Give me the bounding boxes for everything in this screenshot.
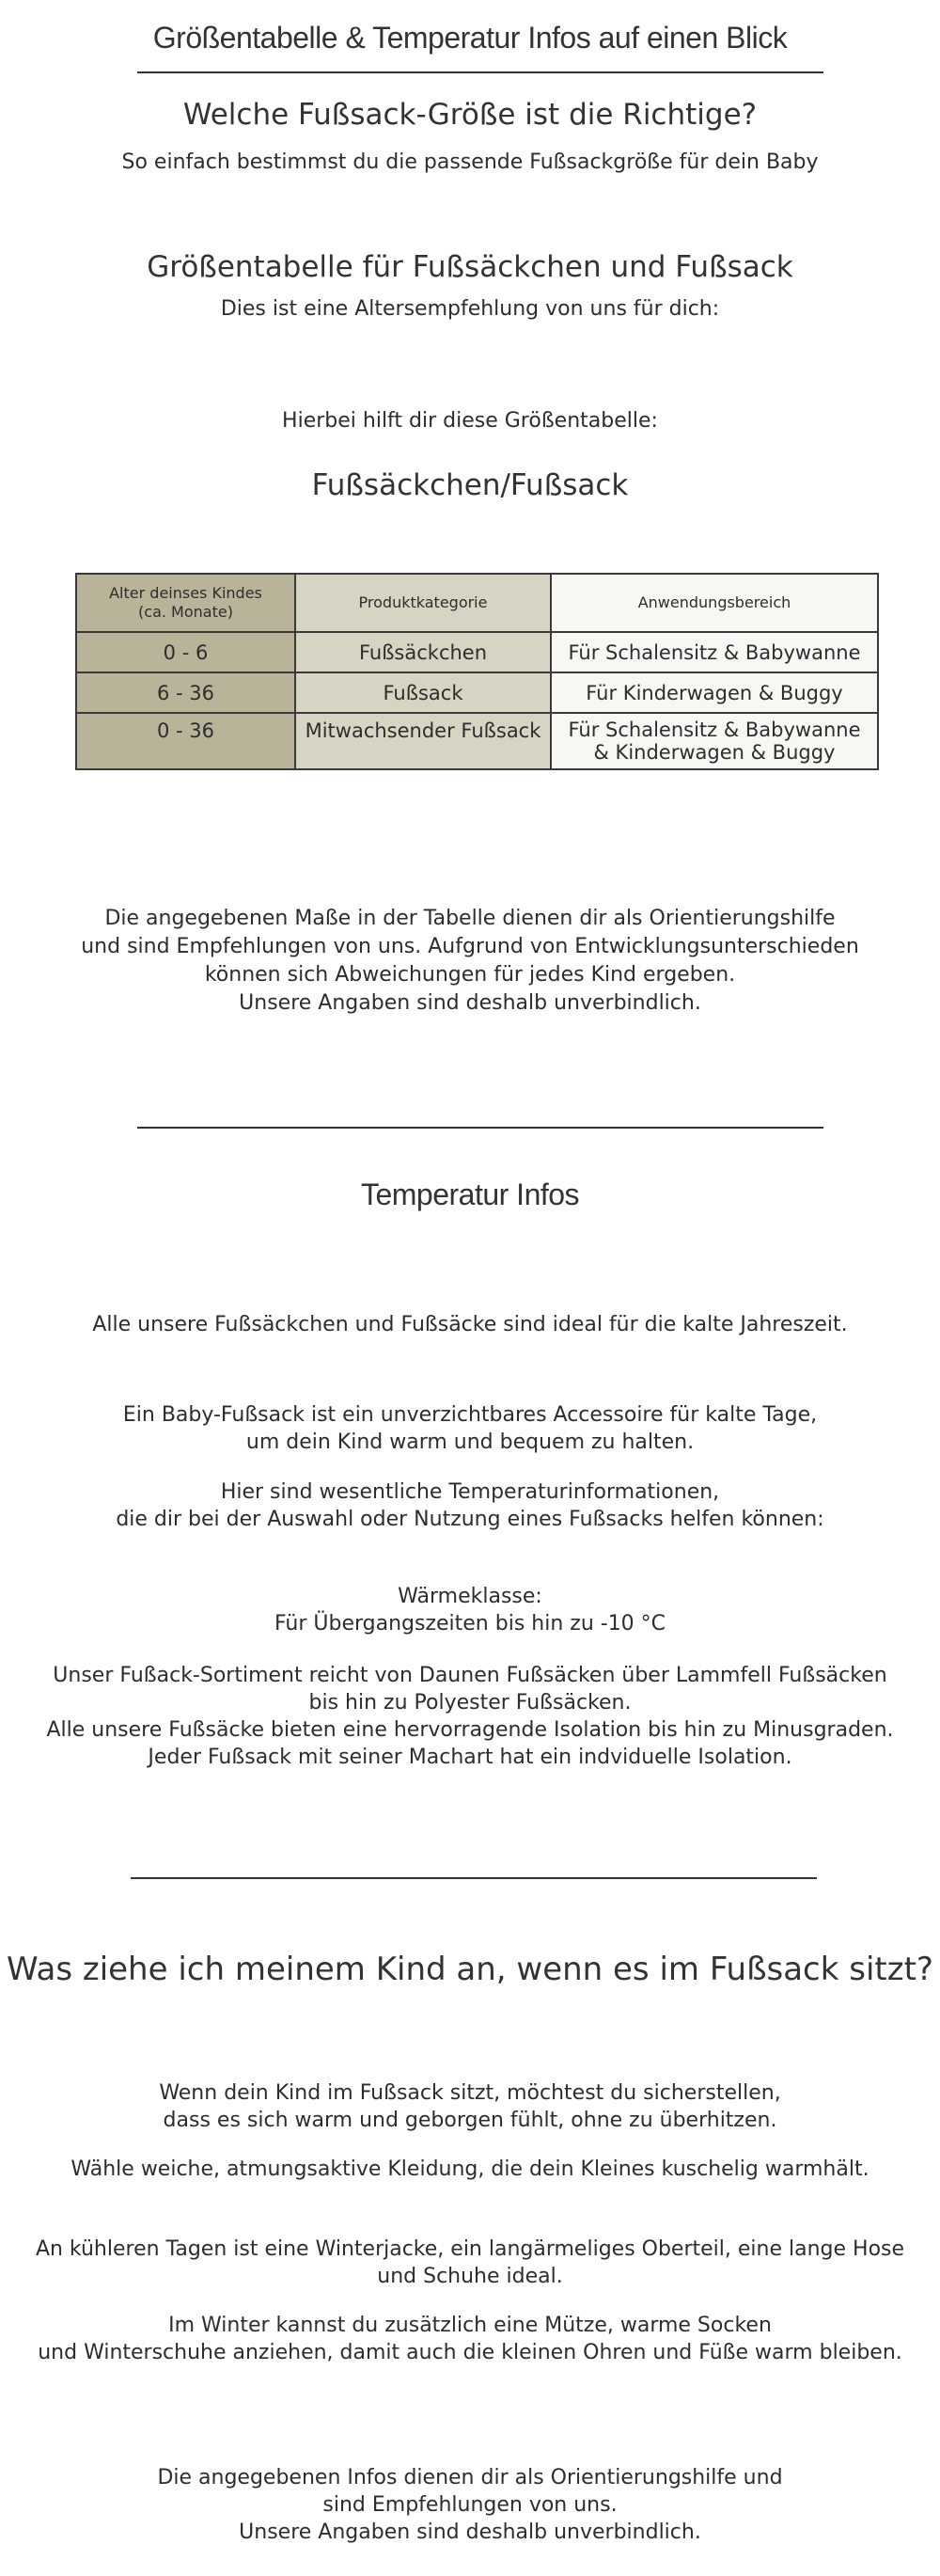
warmth-class: Wärmeklasse: Für Übergangszeiten bis hin zu -10 °C <box>274 1585 666 1636</box>
table-row <box>76 713 878 769</box>
table-cell-usage: Für Schalensitz & Babywanne <box>551 632 878 672</box>
title-divider <box>137 71 823 73</box>
section-divider <box>131 1877 817 1879</box>
page-title: Größentabelle & Temperatur Infos auf einen Blick <box>152 21 788 55</box>
table-cell-category: Fußsäckchen <box>295 632 551 672</box>
temperature-paragraph: Ein Baby-Fußsack ist ein unverzichtbares Accessoire für kalte Tage, um dein Kind warm und bequem zu halten. <box>122 1403 818 1454</box>
size-disclaimer: Die angegebenen Maße in der Tabelle dienen dir als Orientierungshilfe und sind Empfehlungen von uns. Aufgrund von Entwicklungsunterschieden können sich Abweichungen für jedes Kind ergeben. Unsere Angaben sind deshalb unverbindlich. <box>81 907 859 1015</box>
table-cell-usage: Für Kinderwagen & Buggy <box>551 672 878 713</box>
column-header-age: Alter deinses Kindes (ca. Monate) <box>76 574 295 632</box>
table-cell-usage: Für Schalensitz & Babywanne & Kinderwagen & Buggy <box>551 713 878 769</box>
clothing-paragraph: An kühleren Tagen ist eine Winterjacke, ein langärmeliges Oberteil, eine lange Hose und Schuhe ideal. <box>35 2237 905 2288</box>
temperature-paragraph: Hier sind wesentliche Temperaturinformationen, die dir bei der Auswahl oder Nutzung eines Fußsacks helfen können: <box>116 1480 824 1531</box>
section-divider <box>137 1127 823 1129</box>
column-header-category: Produktkategorie <box>295 574 551 632</box>
size-table-title: Fußsäckchen/Fußsack <box>311 468 629 502</box>
temperature-paragraph: Unser Fußack-Sortiment reicht von Daunen Fußsäcken über Lammfell Fußsäcken bis hin zu Polyester Fußsäcken. Alle unsere Fußsäcke bieten eine hervorragende Isolation bis hin zu Minusgraden. Jeder Fußsack mit seiner Machart hat ein indviduelle Isolation. <box>46 1664 894 1769</box>
size-table <box>75 573 879 770</box>
table-cell-age: 0 - 6 <box>76 632 295 672</box>
table-cell-age: 0 - 36 <box>76 713 295 769</box>
intro-question: Welche Fußsack-Größe ist die Richtige? <box>182 98 758 132</box>
table-cell-category: Mitwachsender Fußsack <box>295 713 551 769</box>
table-header-row <box>76 574 878 632</box>
clothing-paragraph: Wenn dein Kind im Fußsack sitzt, möchtest du sicherstellen, dass es sich warm und geborgen fühlt, ohne zu überhitzen. <box>159 2081 781 2132</box>
table-cell-age: 6 - 36 <box>76 672 295 713</box>
size-section-title: Größentabelle für Fußsäckchen und Fußsack <box>147 250 793 284</box>
temperature-title: Temperatur Infos <box>360 1177 580 1211</box>
table-row <box>76 632 878 672</box>
size-section-subtitle: Dies ist eine Altersempfehlung von uns für dich: <box>220 297 720 321</box>
intro-subtitle: So einfach bestimmst du die passende Fußsackgröße für dein Baby <box>121 150 819 174</box>
temperature-paragraph: Alle unsere Fußsäckchen und Fußsäcke sind ideal für die kalte Jahreszeit. <box>92 1313 848 1336</box>
clothing-paragraph: Im Winter kannst du zusätzlich eine Mütze, warme Socken und Winterschuhe anziehen, damit auch die kleinen Ohren und Füße warm bleiben. <box>38 2314 902 2364</box>
column-header-usage: Anwendungsbereich <box>551 574 878 632</box>
table-row <box>76 672 878 713</box>
clothing-paragraph: Wähle weiche, atmungsaktive Kleidung, die dein Kleines kuschelig warmhält. <box>70 2157 870 2181</box>
clothing-disclaimer: Die angegebenen Infos dienen dir als Orientierungshilfe und sind Empfehlungen von uns. Unsere Angaben sind deshalb unverbindlich. <box>157 2466 783 2544</box>
table-cell-category: Fußsack <box>295 672 551 713</box>
clothing-title: Was ziehe ich meinem Kind an, wenn es im Fußsack sitzt? <box>7 1951 933 1988</box>
size-table-helper: Hierbei hilft dir diese Größentabelle: <box>282 409 658 433</box>
